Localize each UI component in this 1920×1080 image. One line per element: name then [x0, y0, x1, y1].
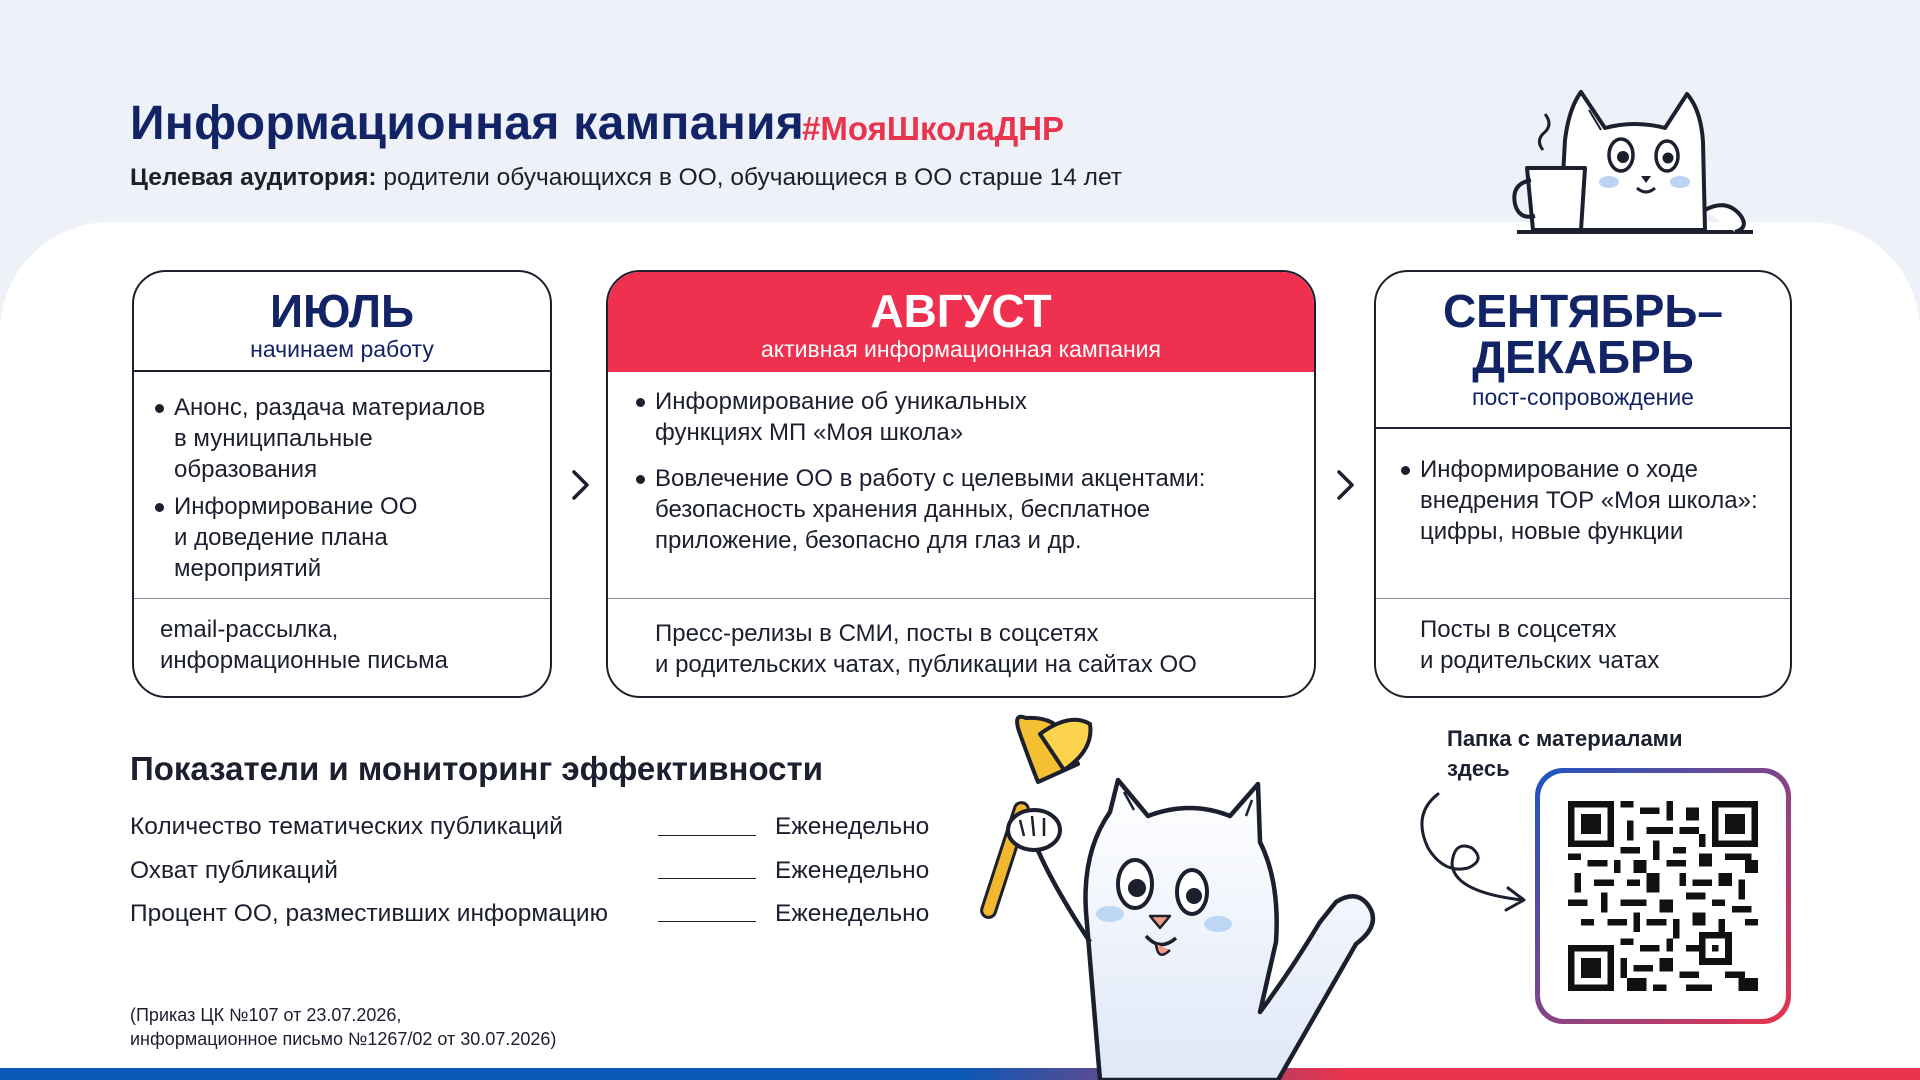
card-sept-channels: Посты в соцсетях и родительских чатах [1420, 616, 1660, 674]
card-sept-list [1420, 454, 1780, 547]
card-august-channels: Пресс-релизы в СМИ, посты в соцсетях и родительских чатах, публикации на сайтах ОО [655, 620, 1197, 678]
qr-code-frame[interactable] [1535, 768, 1791, 1024]
card-august-title: АВГУСТ [870, 285, 1052, 337]
chevron-right-icon [570, 468, 592, 502]
list-item: Информирование ОО и доведение плана мероприятий [174, 491, 534, 584]
target-audience [130, 164, 1122, 192]
card-sept-title-line2: ДЕКАБРЬ [1472, 331, 1694, 383]
card-july-list [174, 392, 534, 584]
cat-with-cup-icon [1505, 80, 1765, 240]
card-july [132, 270, 552, 698]
metrics-title: Показатели и мониторинг эффективности [130, 750, 823, 787]
metric-frequency: Еженедельно [775, 857, 930, 884]
audience-label: Целевая аудитория: [130, 164, 377, 191]
metric-leader-line [658, 835, 756, 836]
chevron-right-icon [1335, 468, 1357, 502]
divider [134, 598, 550, 599]
card-july-subtitle: начинаем работу [250, 336, 434, 362]
card-sept-title-line1: СЕНТЯБРЬ– [1442, 285, 1724, 337]
card-july-header [134, 272, 550, 372]
metric-frequency: Еженедельно [775, 813, 930, 840]
divider [1376, 598, 1790, 599]
divider [608, 598, 1314, 599]
metric-name: Количество тематических публикаций [130, 813, 563, 840]
card-september-december [1374, 270, 1792, 698]
metric-leader-line [658, 921, 756, 922]
metric-leader-line [658, 878, 756, 879]
metric-frequency: Еженедельно [775, 900, 930, 927]
qr-label: Папка с материалами здесь [1447, 726, 1683, 781]
card-july-channels: email-рассылка, информационные письма [160, 616, 448, 674]
curved-arrow-icon [1410, 790, 1540, 920]
qr-code-icon[interactable] [1568, 801, 1758, 991]
card-august-list [655, 386, 1295, 556]
cat-with-bell-icon [960, 712, 1390, 1080]
hashtag: #МояШколаДНР [802, 110, 1065, 147]
list-item: Анонс, раздача материалов в муниципальные образования [174, 392, 534, 485]
card-sept-subtitle: пост-сопровождение [1472, 384, 1694, 410]
list-item: Информирование о ходе внедрения ТОР «Моя школа»: цифры, новые функции [1420, 454, 1780, 547]
card-august-subtitle: активная информационная кампания [761, 336, 1161, 362]
list-item: Информирование об уникальных функциях МП «Моя школа» [655, 386, 1295, 448]
card-july-title: ИЮЛЬ [269, 285, 415, 337]
card-august-header [608, 272, 1314, 372]
metric-name: Процент ОО, разместивших информацию [130, 900, 608, 927]
card-august [606, 270, 1316, 698]
page-title: Информационная кампания [130, 97, 805, 150]
audience-text: родители обучающихся в ОО, обучающиеся в ОО старше 14 лет [376, 164, 1122, 191]
list-item: Вовлечение ОО в работу с целевыми акцентами: безопасность хранения данных, бесплатное приложение, безопасно для глаз и др. [655, 463, 1295, 556]
metric-name: Охват публикаций [130, 857, 338, 884]
footnote: (Приказ ЦК №107 от 23.07.2026, информационное письмо №1267/02 от 30.07.2026) [130, 1005, 557, 1049]
card-sept-header [1376, 272, 1790, 429]
